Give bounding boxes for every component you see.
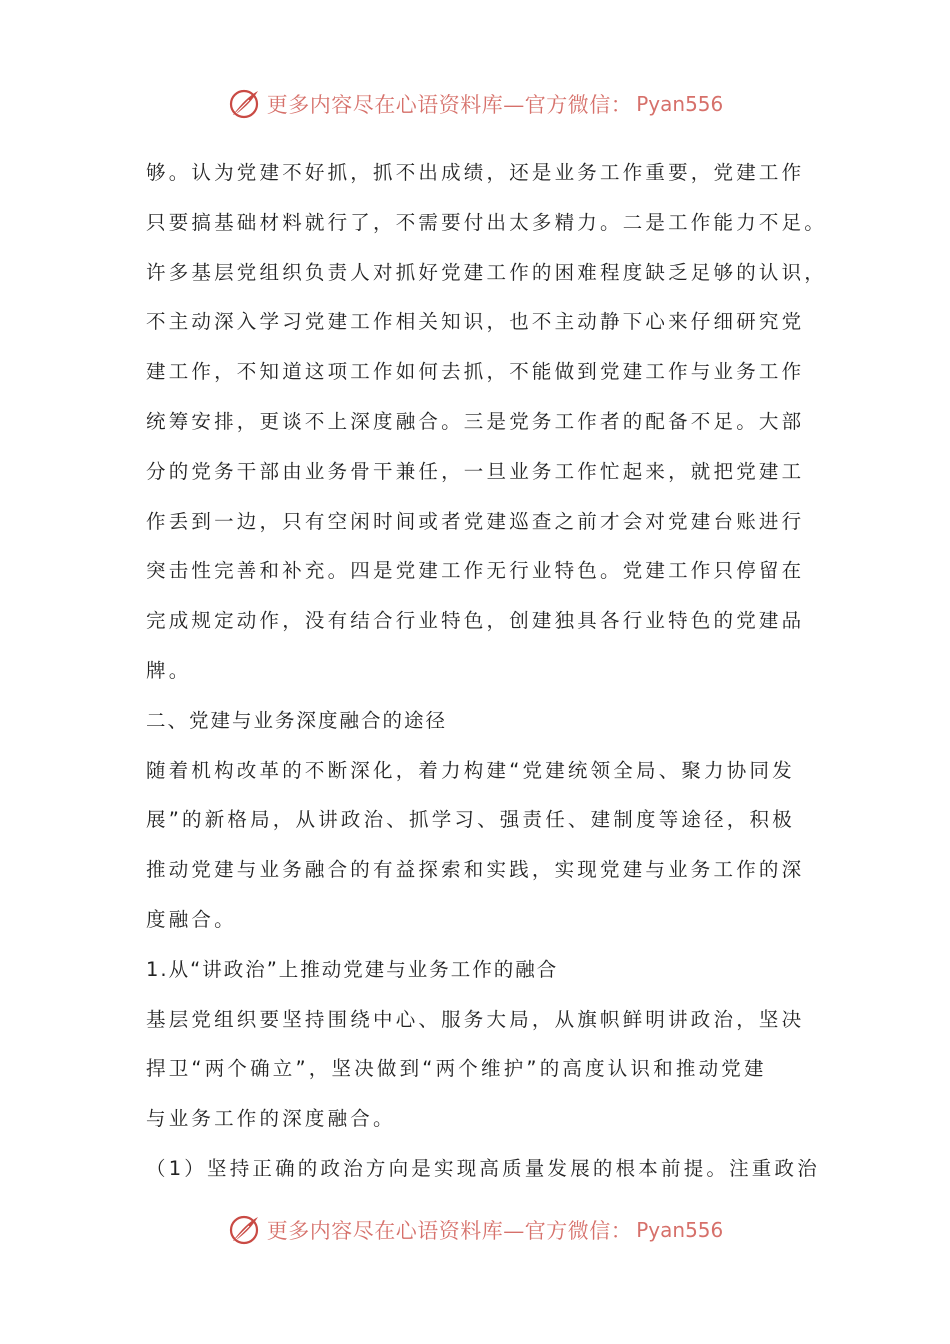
text-line: 够。认为党建不好抓，抓不出成绩，还是业务工作重要，党建工作 [146, 161, 805, 184]
text-line: 完成规定动作，没有结合行业特色，创建独具各行业特色的党建品 [146, 609, 805, 633]
text-line: 展”的新格局，从讲政治、抓学习、强责任、建制度等途径，积极 [146, 808, 795, 832]
watermark-footer [0, 1210, 950, 1250]
quill-logo-icon [227, 1213, 261, 1247]
watermark-header [0, 84, 950, 124]
quill-logo-icon [227, 87, 261, 121]
watermark-wechat-id: Pyan556 [636, 1218, 724, 1242]
text-line: 度融合。 [146, 907, 237, 931]
text-line: （1）坚持正确的政治方向是实现高质量发展的根本前提。注重政治 [146, 1156, 820, 1180]
watermark-wechat-id: Pyan556 [636, 92, 724, 116]
watermark-text: 更多内容尽在心语资料库—官方微信： [266, 1219, 633, 1243]
text-line: 许多基层党组织负责人对抓好党建工作的困难程度缺乏足够的认识， [146, 260, 828, 284]
watermark-text: 更多内容尽在心语资料库—官方微信： [266, 93, 633, 117]
text-line: 分的党务干部由业务骨干兼任，一旦业务工作忙起来，就把党建工 [146, 459, 805, 483]
text-line: 只要搞基础材料就行了，不需要付出太多精力。二是工作能力不足。 [146, 210, 828, 234]
text-line: 建工作，不知道这项工作如何去抓，不能做到党建工作与业务工作 [146, 360, 805, 384]
text-line: 与业务工作的深度融合。 [146, 1107, 396, 1131]
text-line: 作丢到一边，只有空闲时间或者党建巡查之前才会对党建台账进行 [146, 509, 805, 533]
text-line: 基层党组织要坚持围绕中心、服务大局，从旗帜鲜明讲政治，坚决 [146, 1007, 805, 1031]
text-line: 统筹安排，更谈不上深度融合。三是党务工作者的配备不足。大部 [146, 409, 805, 433]
subsection-heading: 1.从“讲政治”上推动党建与业务工作的融合 [146, 957, 559, 981]
text-line: 突击性完善和补充。四是党建工作无行业特色。党建工作只停留在 [146, 559, 805, 583]
section-heading: 二、党建与业务深度融合的途径 [146, 708, 448, 732]
document-body [146, 148, 828, 1194]
text-line: 推动党建与业务融合的有益探索和实践，实现党建与业务工作的深 [146, 858, 805, 882]
text-line: 随着机构改革的不断深化，着力构建“党建统领全局、聚力协同发 [146, 758, 795, 782]
text-line: 捍卫“两个确立”，坚决做到“两个维护”的高度认识和推动党建 [146, 1057, 767, 1081]
text-line: 牌。 [146, 658, 192, 682]
text-line: 不主动深入学习党建工作相关知识，也不主动静下心来仔细研究党 [146, 310, 805, 334]
